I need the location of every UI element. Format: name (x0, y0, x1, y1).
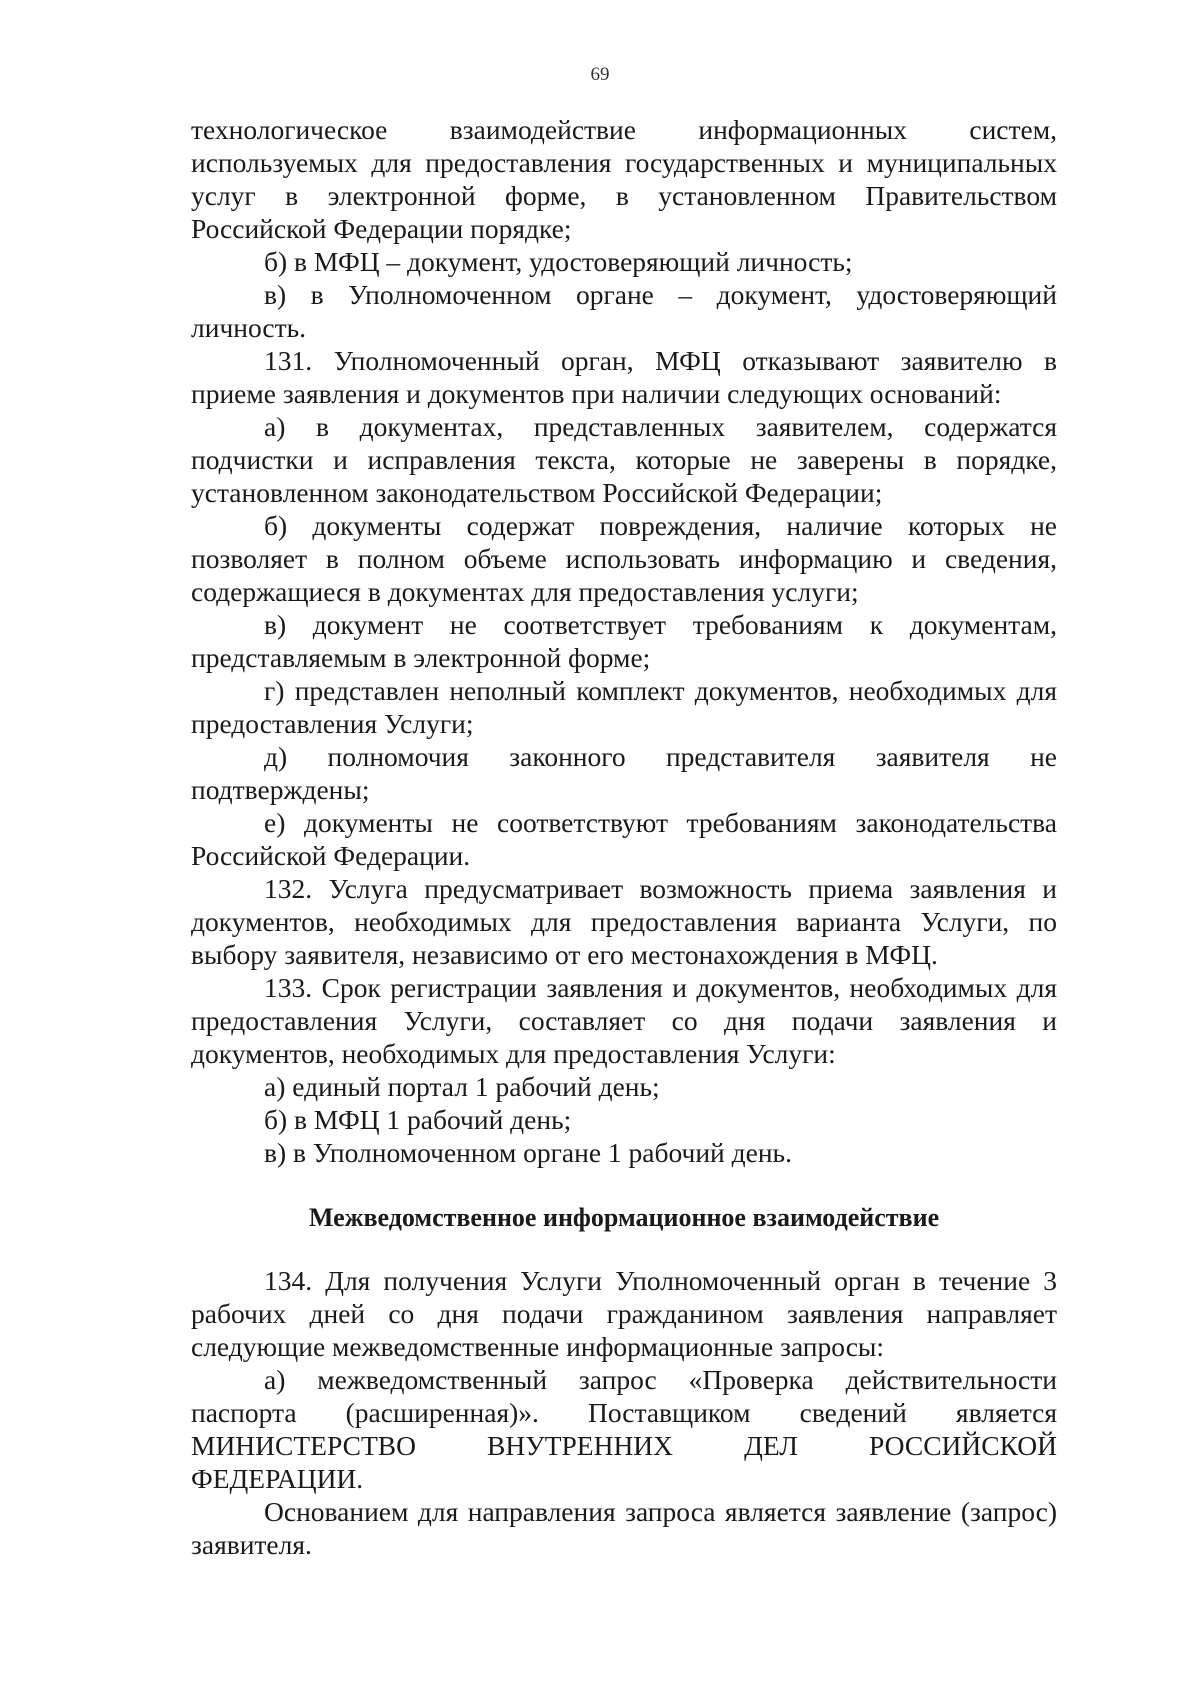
list-item-b-mfc-identity: б) в МФЦ – документ, удостоверяющий личность; (264, 246, 853, 277)
list-item-v-authority-identity: в) в Уполномоченном органе – документ, удостоверяющий личность. (191, 279, 1057, 343)
list-item-b-damage: б) документы содержат повреждения, наличие которых не позволяет в полном объеме использовать информацию и сведения, содержащиеся в документах для предоставления услуги; (191, 510, 1057, 607)
paragraph-131: 131. Уполномоченный орган, МФЦ отказывают заявителю в приеме заявления и документов при наличии следующих оснований: (191, 345, 1057, 409)
list-item-v-electronic-form: в) документ не соответствует требованиям к документам, представляемым в электронной форме; (191, 609, 1057, 673)
paragraph-continuation: технологическое взаимодействие информационных систем, используемых для предоставления государственных и муниципальных услуг в электронной форме, в установленном Правительством Российской Федерации порядке; (191, 114, 1057, 244)
ministry-name-line: МИНИСТЕРСТВО ВНУТРЕННИХ ДЕЛ РОССИЙСКОЙ (191, 1430, 1057, 1461)
document-body (191, 113, 1057, 1561)
list-item-e-legislation: е) документы не соответствуют требованиям законодательства Российской Федерации. (191, 807, 1057, 871)
list-item-d-authority-unconfirmed: д) полномочия законного представителя заявителя не подтверждены; (191, 741, 1057, 805)
page-number: 69 (590, 64, 610, 85)
list-item-v-authority-day: в) в Уполномоченном органе 1 рабочий день. (264, 1137, 792, 1168)
paragraph-132: 132. Услуга предусматривает возможность приема заявления и документов, необходимых для предоставления варианта Услуги, по выбору заявителя, независимо от его местонахождения в МФЦ. (191, 873, 1057, 970)
list-item-a-corrections: а) в документах, представленных заявителем, содержатся подчистки и исправления текста, которые не заверены в порядке, установленном законодательством Российской Федерации; (191, 411, 1057, 508)
list-item-b-mfc-day: б) в МФЦ 1 рабочий день; (264, 1104, 572, 1135)
paragraph-133: 133. Срок регистрации заявления и документов, необходимых для предоставления Услуги, составляет со дня подачи заявления и документов, необходимых для предоставления Услуги: (191, 972, 1057, 1069)
list-item-g-incomplete: г) представлен неполный комплект документов, необходимых для предоставления Услуги; (191, 675, 1057, 739)
list-item-a-portal: а) единый портал 1 рабочий день; (264, 1071, 660, 1102)
paragraph-request-basis: Основанием для направления запроса является заявление (запрос) заявителя. (191, 1496, 1057, 1560)
ministry-name-end: ФЕДЕРАЦИИ. (191, 1463, 364, 1494)
paragraph-134: 134. Для получения Услуги Уполномоченный орган в течение 3 рабочих дней со дня подачи гражданином заявления направляет следующие межведомственные информационные запросы: (191, 1265, 1057, 1362)
list-item-a-passport-request: а) межведомственный запрос «Проверка действительности паспорта (расширенная)». Поставщиком сведений является (191, 1364, 1057, 1428)
section-heading: Межведомственное информационное взаимодействие (308, 1203, 940, 1232)
